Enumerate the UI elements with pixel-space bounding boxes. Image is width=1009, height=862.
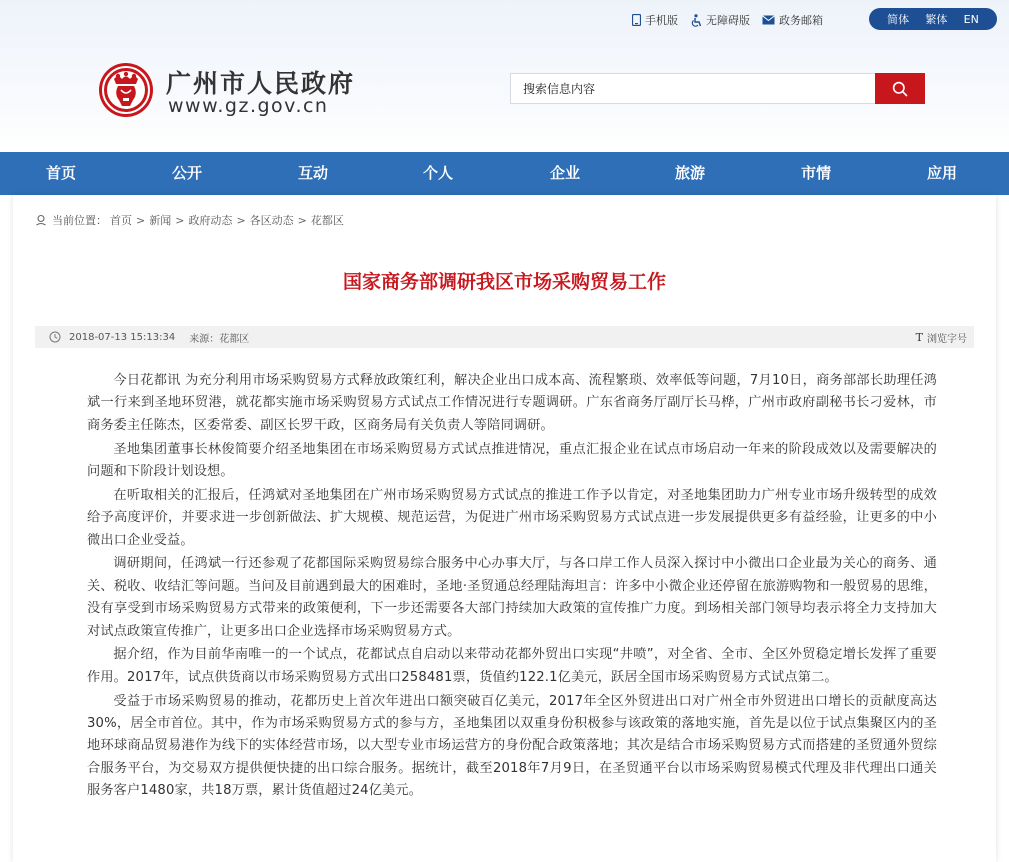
search-button[interactable] — [875, 73, 925, 104]
language-switcher — [869, 8, 997, 30]
gov-mail-label: 政务邮箱 — [779, 14, 823, 27]
mobile-version-label: 手机版 — [645, 14, 678, 27]
nav-home[interactable]: 首页 — [45, 164, 76, 182]
breadcrumb-home[interactable]: 首页 — [110, 214, 132, 227]
article-paragraph: 在听取相关的汇报后，任鸿斌对圣地集团在广州市场采购贸易方式试点的推进工作予以肯定，对圣地集团助力广州专业市场升级转型的成效给予高度评价，并要求进一步创新做法、扩大规模、规范运营，为促进广州市场采购贸易方式试点进一步发展提供更多有益经验，让更多的中小微出口企业受益。 — [87, 487, 937, 548]
article-paragraph: 据介绍，作为目前华南唯一的一个试点，花都试点自启动以来带动花都外贸出口实现“井喷”，对全省、全市、全区外贸稳定增长发挥了重要作用。2017年，试点供货商以市场采购贸易方式出口258481票，货值约122.1亿美元，跃居全国市场采购贸易方式试点第二。 — [87, 647, 937, 685]
text-size-icon: T — [915, 330, 923, 344]
accessibility-link[interactable] — [690, 12, 750, 28]
article-paragraph: 调研期间，任鸿斌一行还参观了花都国际采购贸易综合服务中心办事大厅，与各口岸工作人员深入探讨中小微出口企业最为关心的商务、通关、税收、收结汇等问题。当问及目前遇到最大的困难时，圣地·圣贸通总经理陆海坦言：许多中小微企业还停留在旅游购物和一般贸易的思维，没有享受到市场采购贸易方式带来的政策便利，下一步还需要各大部门持续加大政策的宣传推广力度。到场相关部门领导均表示将全力支持加大对试点政策宣传推广，让更多出口企业选择市场采购贸易方式。 — [87, 556, 937, 639]
breadcrumb-separator: > — [236, 213, 246, 227]
nav-city-info[interactable]: 市情 — [800, 164, 831, 182]
nav-apps[interactable]: 应用 — [926, 164, 957, 182]
nav-interaction[interactable]: 互动 — [297, 164, 328, 182]
site-url: www.gz.gov.cn — [168, 95, 329, 117]
nav-personal[interactable]: 个人 — [422, 164, 453, 182]
breadcrumb-gov-news[interactable]: 政府动态 — [188, 214, 233, 227]
article-paragraph: 受益于市场采购贸易的推动，花都历史上首次年进出口额突破百亿美元，2017年全区外贸进出口对广州全市外贸进出口增长的贡献度高达30%，居全市首位。其中，作为市场采购贸易方式的参与方，圣地集团以双重身份积极参与该政策的落地实施，首先是以位于试点集聚区内的圣地环球商品贸易港作为线下的实体经营市场，以大型专业市场运营方的身份配合政策落地；其次是结合市场采购贸易方式而搭建的圣贸通外贸综合服务平台，为交易双方提供便快捷的出口综合服务。据统计，截至2018年7月9日，在圣贸通平台以市场采购贸易模式代理及非代理出口通关服务客户1480家，共18万票，累计货值超过24亿美元。 — [87, 693, 937, 799]
breadcrumb-separator: > — [175, 213, 185, 227]
mail-icon — [762, 15, 775, 25]
breadcrumb-separator: > — [136, 213, 146, 227]
accessibility-icon — [690, 14, 702, 27]
publish-datetime: 2018-07-13 15:13:34 — [69, 331, 176, 343]
article-panel — [13, 195, 996, 862]
lang-traditional[interactable]: 繁体 — [925, 13, 948, 26]
search-icon — [892, 81, 908, 97]
nav-enterprise[interactable]: 企业 — [549, 164, 580, 182]
nav-public[interactable]: 公开 — [171, 164, 202, 182]
mobile-icon — [632, 14, 641, 26]
utility-links — [632, 8, 835, 32]
nav-tourism[interactable]: 旅游 — [674, 164, 705, 182]
clock-icon — [49, 331, 61, 343]
location-pin-icon — [35, 214, 47, 226]
lang-english[interactable]: EN — [963, 12, 979, 26]
font-size-control[interactable] — [916, 326, 967, 348]
breadcrumb-separator: > — [297, 213, 307, 227]
accessibility-label: 无障碍版 — [706, 14, 750, 27]
article-paragraph: 今日花都讯 为充分利用市场采购贸易方式释放政策红利，解决企业出口成本高、流程繁琐、效率低等问题，7月10日，商务部部长助理任鸿斌一行来到圣地环贸港，就花都实施市场采购贸易方式试点工作情况进行专题调研。广东省商务厅副厅长马桦，广州市政府副秘书长刁爱林，市商务委主任陈杰，区委常委、副区长罗干政，区商务局有关负责人等陪同调研。 — [87, 373, 937, 433]
breadcrumb-huadu[interactable]: 花都区 — [310, 214, 344, 227]
article-source: 来源：花都区 — [189, 333, 250, 345]
article-title: 国家商务部调研我区市场采购贸易工作 — [342, 271, 666, 293]
breadcrumb-district-news[interactable]: 各区动态 — [249, 214, 294, 227]
breadcrumb-news[interactable]: 新闻 — [149, 214, 172, 227]
search-box — [510, 73, 925, 104]
main-nav — [0, 152, 1009, 195]
article-body — [87, 370, 937, 804]
site-title[interactable]: 广州市人民政府 — [166, 69, 356, 98]
breadcrumb — [35, 212, 344, 228]
search-input[interactable] — [511, 74, 875, 103]
font-size-label: 浏览字号 — [927, 333, 967, 345]
breadcrumb-label: 当前位置： — [52, 214, 107, 227]
article-meta — [35, 326, 974, 348]
mobile-version-link[interactable] — [632, 12, 678, 28]
gov-mail-link[interactable] — [762, 12, 823, 28]
guangzhou-emblem-logo[interactable] — [98, 62, 154, 118]
lang-simplified[interactable]: 简体 — [887, 13, 910, 26]
article-paragraph: 圣地集团董事长林俊简要介绍圣地集团在市场采购贸易方式试点推进情况，重点汇报企业在试点市场启动一年来的阶段成效以及需要解决的问题和下阶段计划设想。 — [87, 441, 937, 480]
